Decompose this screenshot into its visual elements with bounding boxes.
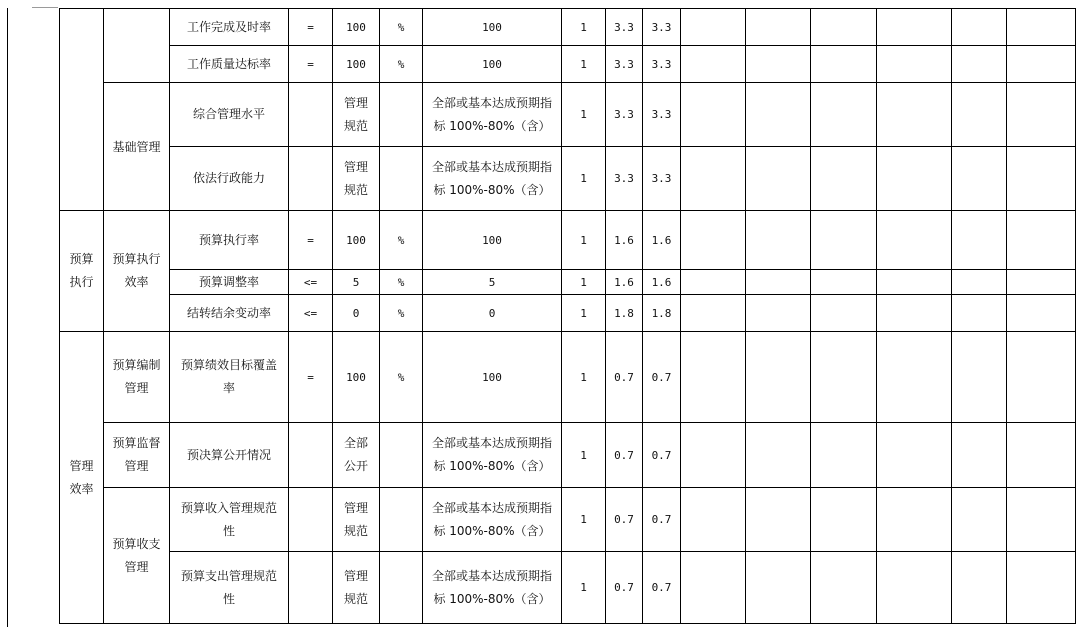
target-text: 管理规范 <box>343 95 368 133</box>
indicator-text: 预算绩效目标覆盖率 <box>180 358 277 395</box>
indicator-cell: 工作质量达标率 <box>170 46 289 83</box>
operator-cell <box>289 423 333 488</box>
standard-cell: 100 <box>423 332 562 423</box>
unit-cell <box>380 552 423 624</box>
score-cell: 0.7 <box>606 332 643 423</box>
empty-cell <box>681 423 746 488</box>
level1-text: 管理效率 <box>69 458 94 496</box>
weight-cell: 1 <box>562 83 606 147</box>
empty-cell <box>877 332 952 423</box>
target-cell: 100 <box>333 211 380 270</box>
empty-cell <box>746 552 811 624</box>
operator-cell <box>289 488 333 552</box>
standard-cell: 5 <box>423 270 562 295</box>
empty-cell <box>681 9 746 46</box>
level2-text: 预算监督管理 <box>112 436 161 473</box>
empty-cell <box>681 270 746 295</box>
empty-cell <box>952 295 1007 332</box>
operator-cell <box>289 552 333 624</box>
empty-cell <box>746 332 811 423</box>
score-cell: 3.3 <box>606 83 643 147</box>
indicator-cell: 结转结余变动率 <box>170 295 289 332</box>
level2-cell <box>104 423 170 488</box>
score-cell: 0.7 <box>643 488 681 552</box>
standard-cell: 100 <box>423 46 562 83</box>
operator-cell: = <box>289 332 333 423</box>
weight-cell: 1 <box>562 147 606 211</box>
weight-cell: 1 <box>562 488 606 552</box>
unit-cell <box>380 83 423 147</box>
target-cell: 100 <box>333 332 380 423</box>
empty-cell <box>1007 488 1076 552</box>
operator-cell: <= <box>289 295 333 332</box>
indicator-cell: 预算执行率 <box>170 211 289 270</box>
table-row <box>60 270 1076 295</box>
level2-cell <box>104 488 170 624</box>
table-row <box>60 83 1076 147</box>
empty-cell <box>952 147 1007 211</box>
target-cell: 100 <box>333 46 380 83</box>
operator-cell: <= <box>289 270 333 295</box>
indicator-cell: 工作完成及时率 <box>170 9 289 46</box>
weight-cell: 1 <box>562 9 606 46</box>
empty-cell <box>952 488 1007 552</box>
score-cell: 3.3 <box>643 9 681 46</box>
operator-cell: = <box>289 211 333 270</box>
level2-text: 预算编制管理 <box>112 358 161 395</box>
operator-cell: = <box>289 46 333 83</box>
indicator-text: 预算支出管理规范性 <box>180 568 277 606</box>
empty-cell <box>746 211 811 270</box>
level1-cell <box>60 332 104 624</box>
standard-cell <box>423 552 562 624</box>
indicator-cell: 预决算公开情况 <box>170 423 289 488</box>
weight-cell: 1 <box>562 332 606 423</box>
score-cell: 0.7 <box>606 552 643 624</box>
indicator-text: 预算收入管理规范性 <box>180 500 277 538</box>
target-cell <box>333 83 380 147</box>
score-cell: 1.6 <box>606 270 643 295</box>
unit-cell: % <box>380 270 423 295</box>
empty-cell <box>877 270 952 295</box>
empty-cell <box>1007 9 1076 46</box>
indicator-cell <box>170 332 289 423</box>
empty-cell <box>746 83 811 147</box>
level1-cell <box>60 9 104 211</box>
standard-cell <box>423 488 562 552</box>
empty-cell <box>1007 211 1076 270</box>
standard-text: 全部或基本达成预期指标 100%-80%（含） <box>431 436 552 473</box>
score-cell: 0.7 <box>606 488 643 552</box>
score-cell: 3.3 <box>643 83 681 147</box>
weight-cell: 1 <box>562 552 606 624</box>
target-cell <box>333 552 380 624</box>
standard-cell: 100 <box>423 211 562 270</box>
empty-cell <box>811 488 877 552</box>
empty-cell <box>811 552 877 624</box>
empty-cell <box>952 270 1007 295</box>
empty-cell <box>681 83 746 147</box>
empty-cell <box>1007 552 1076 624</box>
standard-text: 全部或基本达成预期指标 100%-80%（含） <box>431 95 552 133</box>
score-cell: 3.3 <box>606 46 643 83</box>
score-cell: 0.7 <box>643 423 681 488</box>
unit-cell: % <box>380 211 423 270</box>
weight-cell: 1 <box>562 423 606 488</box>
page-corner-mark <box>32 7 58 8</box>
page-margin-line <box>7 8 8 627</box>
score-cell: 1.6 <box>643 270 681 295</box>
level2-text: 预算收支管理 <box>112 536 161 574</box>
score-cell: 3.3 <box>643 46 681 83</box>
empty-cell <box>952 423 1007 488</box>
level2-cell <box>104 9 170 83</box>
empty-cell <box>952 9 1007 46</box>
target-cell <box>333 423 380 488</box>
empty-cell <box>681 332 746 423</box>
score-cell: 1.8 <box>643 295 681 332</box>
score-cell: 1.6 <box>606 211 643 270</box>
empty-cell <box>877 295 952 332</box>
empty-cell <box>746 270 811 295</box>
table-row <box>60 9 1076 46</box>
empty-cell <box>746 295 811 332</box>
empty-cell <box>746 488 811 552</box>
standard-text: 全部或基本达成预期指标 100%-80%（含） <box>431 159 552 197</box>
empty-cell <box>1007 295 1076 332</box>
empty-cell <box>746 9 811 46</box>
empty-cell <box>952 46 1007 83</box>
empty-cell <box>877 46 952 83</box>
empty-cell <box>877 83 952 147</box>
empty-cell <box>1007 332 1076 423</box>
standard-cell <box>423 83 562 147</box>
unit-cell: % <box>380 295 423 332</box>
empty-cell <box>1007 46 1076 83</box>
empty-cell <box>746 423 811 488</box>
operator-cell: = <box>289 9 333 46</box>
indicator-cell: 综合管理水平 <box>170 83 289 147</box>
empty-cell <box>952 552 1007 624</box>
target-cell: 5 <box>333 270 380 295</box>
level2-cell: 基础管理 <box>104 83 170 211</box>
score-cell: 3.3 <box>606 147 643 211</box>
empty-cell <box>746 46 811 83</box>
unit-cell: % <box>380 46 423 83</box>
weight-cell: 1 <box>562 295 606 332</box>
indicator-cell: 依法行政能力 <box>170 147 289 211</box>
empty-cell <box>811 211 877 270</box>
indicator-cell <box>170 488 289 552</box>
target-text: 全部公开 <box>343 436 368 473</box>
empty-cell <box>1007 270 1076 295</box>
level1-cell <box>60 211 104 332</box>
level2-cell <box>104 332 170 423</box>
empty-cell <box>1007 423 1076 488</box>
standard-text: 全部或基本达成预期指标 100%-80%（含） <box>431 568 552 606</box>
table-row <box>60 211 1076 270</box>
empty-cell <box>681 488 746 552</box>
empty-cell <box>952 83 1007 147</box>
score-cell: 0.7 <box>643 332 681 423</box>
empty-cell <box>877 147 952 211</box>
empty-cell <box>877 552 952 624</box>
empty-cell <box>811 270 877 295</box>
empty-cell <box>681 295 746 332</box>
target-text: 管理规范 <box>343 500 368 538</box>
operator-cell <box>289 83 333 147</box>
target-cell: 0 <box>333 295 380 332</box>
empty-cell <box>811 46 877 83</box>
level2-text: 预算执行效率 <box>112 252 161 289</box>
standard-cell: 100 <box>423 9 562 46</box>
empty-cell <box>877 488 952 552</box>
empty-cell <box>811 295 877 332</box>
empty-cell <box>952 211 1007 270</box>
score-cell: 1.6 <box>643 211 681 270</box>
table-row <box>60 488 1076 552</box>
performance-indicator-table <box>59 8 1076 624</box>
target-cell <box>333 147 380 211</box>
score-cell: 3.3 <box>643 147 681 211</box>
table-row <box>60 552 1076 624</box>
empty-cell <box>877 423 952 488</box>
level1-text: 预算执行 <box>69 252 94 289</box>
standard-cell <box>423 423 562 488</box>
indicator-cell: 预算调整率 <box>170 270 289 295</box>
score-cell: 0.7 <box>643 552 681 624</box>
empty-cell <box>811 9 877 46</box>
weight-cell: 1 <box>562 211 606 270</box>
empty-cell <box>681 211 746 270</box>
standard-cell: 0 <box>423 295 562 332</box>
table-row <box>60 46 1076 83</box>
standard-text: 全部或基本达成预期指标 100%-80%（含） <box>431 500 552 538</box>
target-text: 管理规范 <box>343 159 368 197</box>
target-cell <box>333 488 380 552</box>
score-cell: 0.7 <box>606 423 643 488</box>
empty-cell <box>1007 83 1076 147</box>
score-cell: 3.3 <box>606 9 643 46</box>
target-text: 管理规范 <box>343 568 368 606</box>
table-row <box>60 295 1076 332</box>
empty-cell <box>811 332 877 423</box>
empty-cell <box>952 332 1007 423</box>
unit-cell: % <box>380 332 423 423</box>
table-row <box>60 423 1076 488</box>
target-cell: 100 <box>333 9 380 46</box>
standard-cell <box>423 147 562 211</box>
unit-cell <box>380 147 423 211</box>
operator-cell <box>289 147 333 211</box>
unit-cell <box>380 488 423 552</box>
score-cell: 1.8 <box>606 295 643 332</box>
empty-cell <box>811 147 877 211</box>
table-row <box>60 332 1076 423</box>
weight-cell: 1 <box>562 46 606 83</box>
weight-cell: 1 <box>562 270 606 295</box>
empty-cell <box>877 9 952 46</box>
level2-cell <box>104 211 170 332</box>
empty-cell <box>681 552 746 624</box>
empty-cell <box>681 147 746 211</box>
empty-cell <box>1007 147 1076 211</box>
unit-cell <box>380 423 423 488</box>
empty-cell <box>811 83 877 147</box>
unit-cell: % <box>380 9 423 46</box>
empty-cell <box>746 147 811 211</box>
empty-cell <box>681 46 746 83</box>
table-row <box>60 147 1076 211</box>
empty-cell <box>811 423 877 488</box>
indicator-cell <box>170 552 289 624</box>
empty-cell <box>877 211 952 270</box>
